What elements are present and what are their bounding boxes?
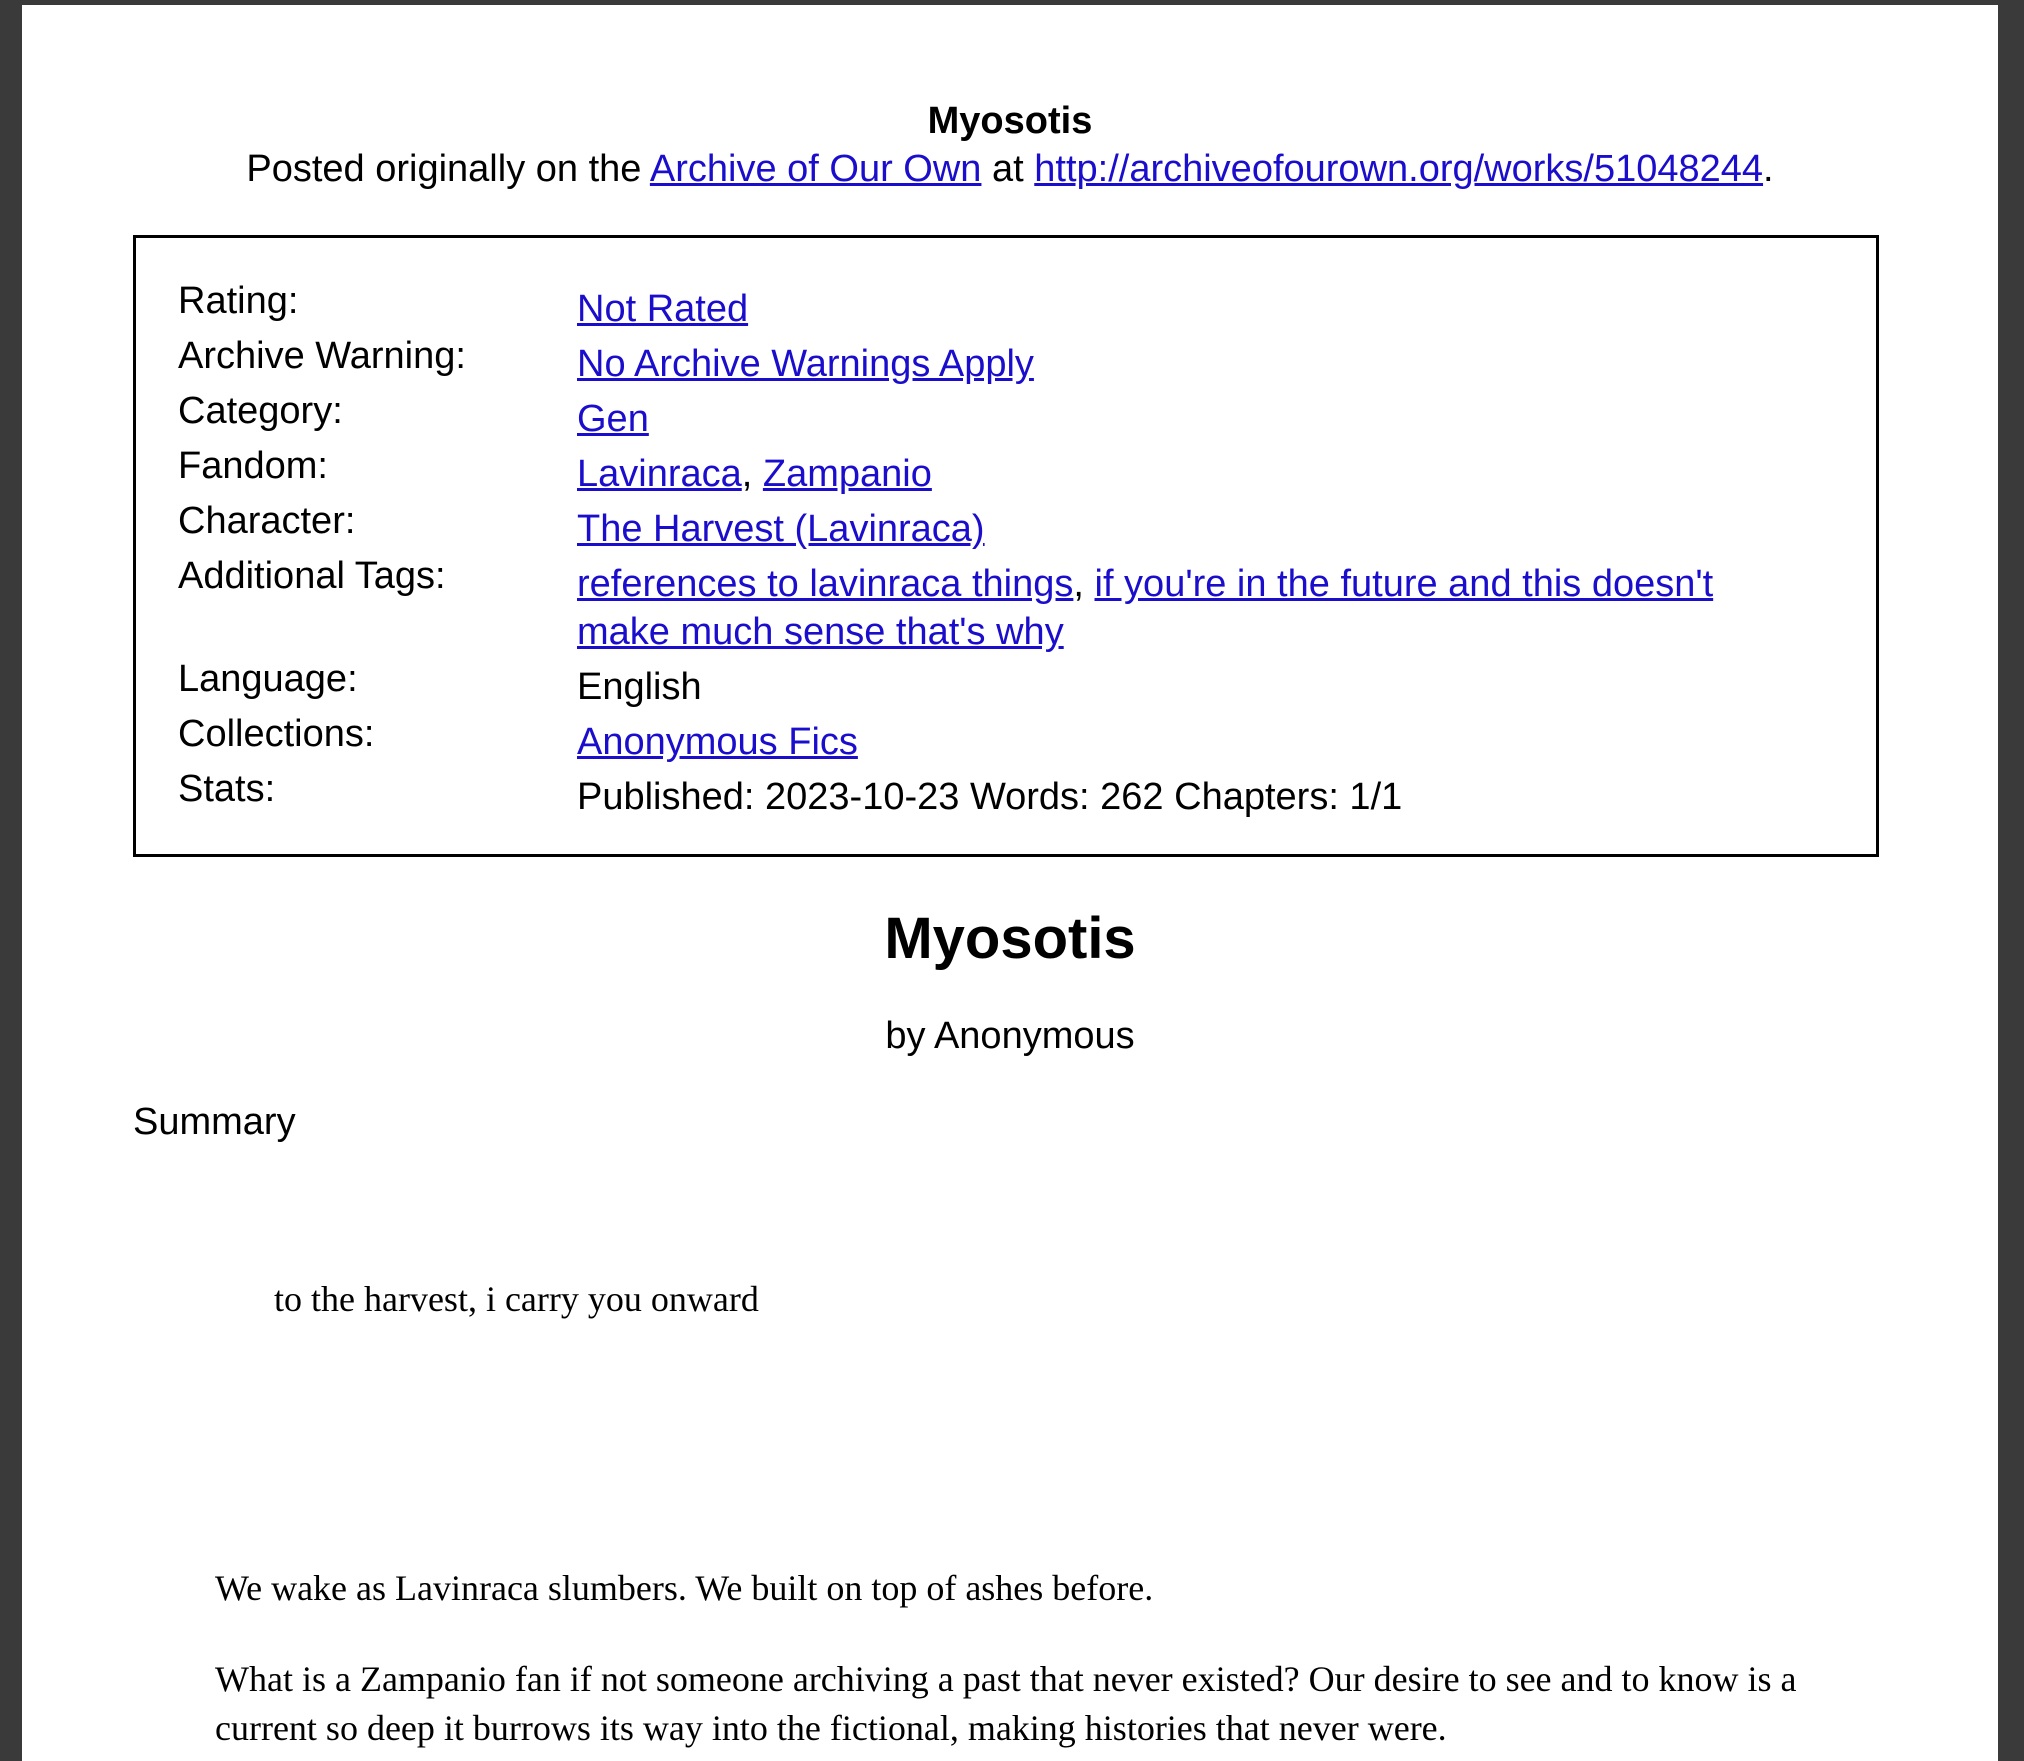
body-paragraph: What is a Zampanio fan if not someone archiving a past that never existed? Our desire to see and to know is a current so deep it burrows its way into the fictional, making histories that never were. <box>215 1659 1797 1748</box>
fandom-label: Fandom: <box>178 445 328 487</box>
posted-period: . <box>1763 148 1774 190</box>
rating-link[interactable]: Not Rated <box>577 288 749 330</box>
character-label: Character: <box>178 500 356 542</box>
language-value: English <box>577 666 702 708</box>
document-header-title: Myosotis <box>927 100 1093 142</box>
summary-heading: Summary <box>133 1101 296 1143</box>
rating-label: Rating: <box>178 280 299 322</box>
language-label: Language: <box>178 658 358 700</box>
work-url-link[interactable]: http://archiveofourown.org/works/51048244 <box>1034 148 1764 190</box>
posted-line <box>22 148 1998 191</box>
summary-text: to the harvest, i carry you onward <box>274 1279 759 1319</box>
posted-prefix: Posted originally on the <box>246 148 642 190</box>
work-metadata-box: Rating: Not Rated Archive Warning: No Archive Warnings Apply Category: Gen Fandom: Lavinraca, Zampanio Character: The Harvest (Lavinraca) Additional Tags: references to lavinraca things, if you're in the future and this doesn't make much sense that's why Language: English Collections: Anonymous Fics Stats: Published: 2023-10-23 Words: 262 Chapters: 1/1 <box>133 235 1879 857</box>
body-paragraph: We wake as Lavinraca slumbers. We built on top of ashes before. <box>215 1568 1154 1608</box>
tags-label: Additional Tags: <box>178 555 446 597</box>
category-link[interactable]: Gen <box>577 398 649 440</box>
warning-label: Archive Warning: <box>178 335 466 377</box>
stats-value: Published: 2023-10-23 Words: 262 Chapters: 1/1 <box>577 776 1403 818</box>
category-label: Category: <box>178 390 343 432</box>
collections-label: Collections: <box>178 713 375 755</box>
document-page <box>22 5 1998 1761</box>
archive-link[interactable]: Archive of Our Own <box>649 148 982 190</box>
stats-label: Stats: <box>178 768 276 810</box>
fandom-link-lavinraca[interactable]: Lavinraca <box>577 453 742 495</box>
work-title: Myosotis <box>884 906 1136 971</box>
fandom-link-zampanio[interactable]: Zampanio <box>762 453 932 495</box>
byline: by Anonymous <box>885 1015 1135 1057</box>
tag-link-references[interactable]: references to lavinraca things <box>577 563 1074 605</box>
warning-link[interactable]: No Archive Warnings Apply <box>577 343 1034 385</box>
character-link[interactable]: The Harvest (Lavinraca) <box>577 508 985 550</box>
collection-link[interactable]: Anonymous Fics <box>577 721 858 763</box>
at-text: at <box>992 148 1024 190</box>
tag-link-future[interactable]: if you're in the future and this doesn't make much sense that's why <box>577 563 1714 653</box>
